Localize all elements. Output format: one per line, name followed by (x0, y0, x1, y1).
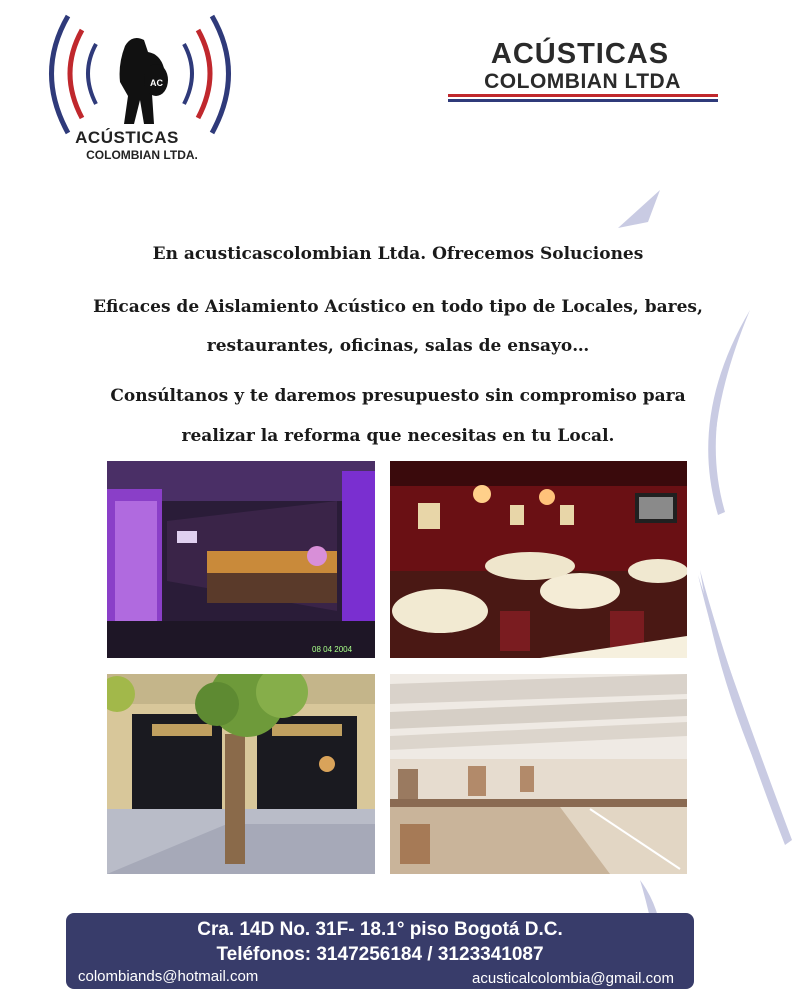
photo-bar-interior (107, 461, 375, 658)
contact-footer (66, 913, 694, 989)
intro-line-3: restaurantes, oficinas, salas de ensayo… (206, 336, 590, 356)
photo-restaurant-interior (390, 461, 687, 658)
footer-phones: Teléfonos: 3147256184 / 3123341087 (216, 944, 544, 965)
brand-title: ACÚSTICAS (490, 38, 670, 70)
brand-blue-rule (448, 99, 718, 102)
intro-line-4: Consúltanos y te daremos presupuesto sin compromiso para (110, 386, 686, 406)
intro-line-2: Eficaces de Aislamiento Acústico en todo tipo de Locales, bares, (93, 297, 703, 317)
photo-storefront (107, 674, 375, 874)
photo-acoustic-ceiling (390, 674, 687, 874)
footer-email-gmail[interactable]: acusticalcolombia@gmail.com (472, 970, 674, 987)
brand-red-rule (448, 94, 718, 97)
footer-email-hotmail[interactable]: colombiands@hotmail.com (78, 968, 259, 985)
logo-emblem-icon (40, 8, 240, 138)
intro-line-5: realizar la reforma que necesitas en tu Local. (181, 426, 615, 446)
logo-text-line1: ACÚSTICAS (75, 128, 179, 147)
logo-text-line2: COLOMBIAN LTDA. (86, 148, 198, 162)
intro-line-1: En acusticascolombian Ltda. Ofrecemos Soluciones (152, 244, 644, 264)
photo-date-stamp: 08 04 2004 (312, 645, 353, 654)
brand-subtitle: COLOMBIAN LTDA (484, 70, 681, 93)
logo-monogram: AC (150, 78, 163, 88)
footer-address: Cra. 14D No. 31F- 18.1° piso Bogotá D.C. (197, 919, 563, 940)
